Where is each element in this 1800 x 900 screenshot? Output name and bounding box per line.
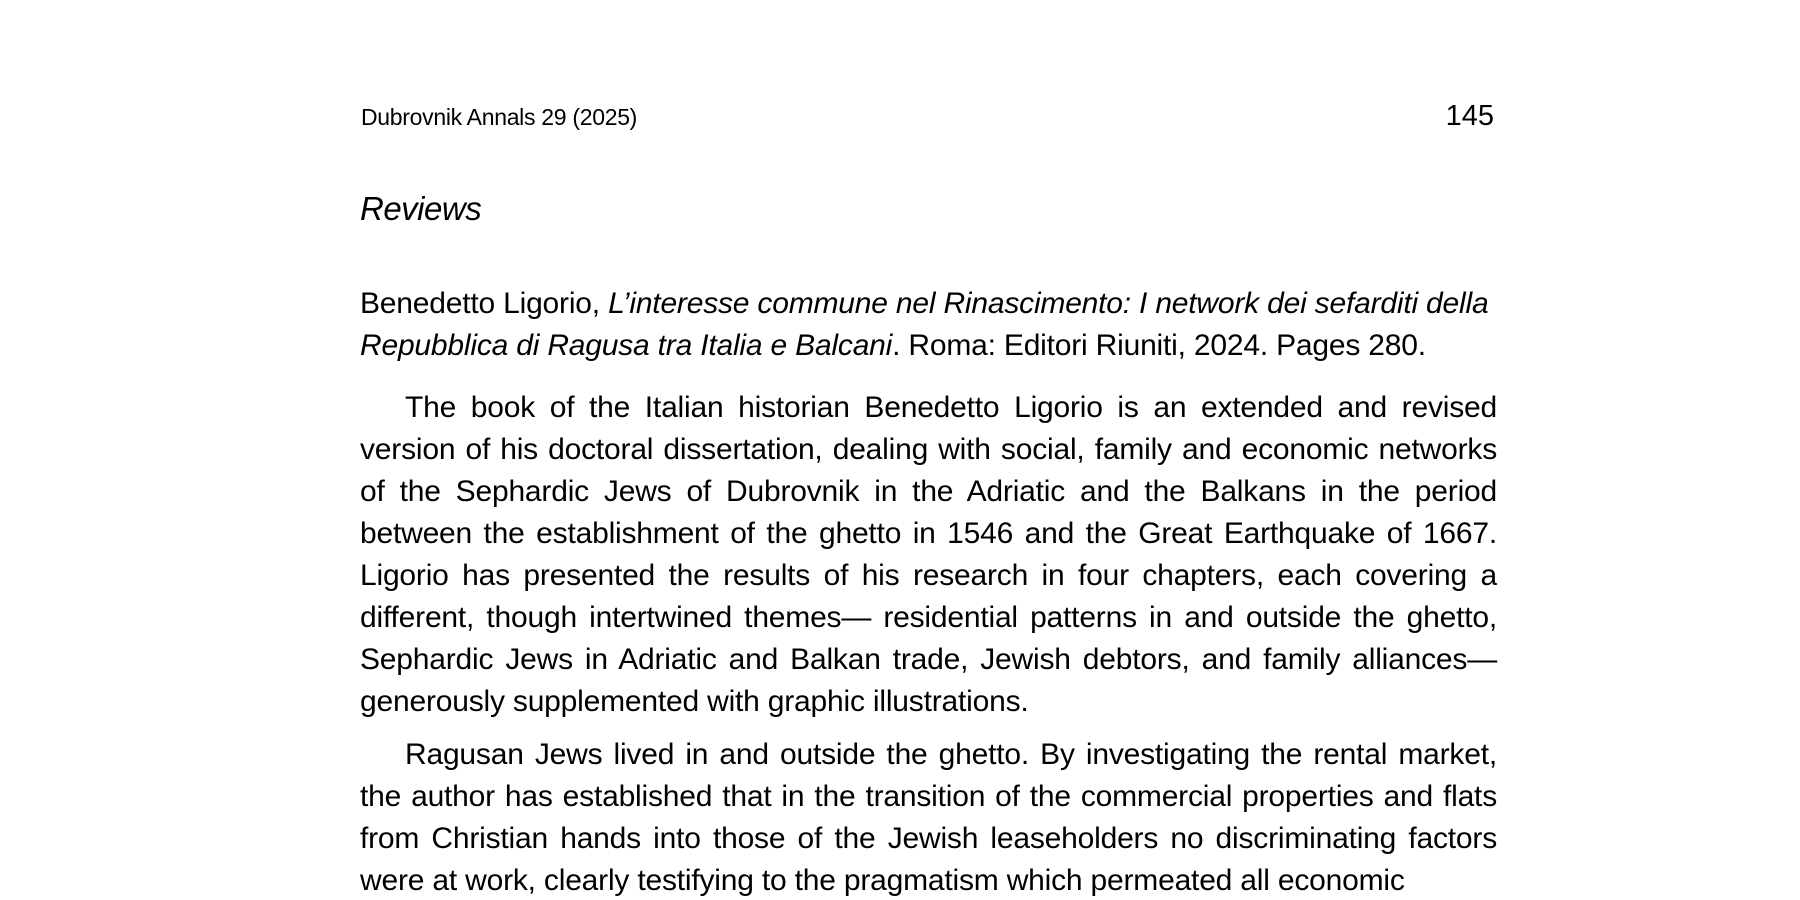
section-label: Reviews (360, 190, 482, 227)
citation-title-part-1: L’interesse commune nel Rinascimento: I network dei sefarditi della (608, 287, 1489, 320)
citation-line-1 (360, 283, 1497, 325)
running-head: Dubrovnik Annals 29 (2025) (361, 104, 638, 130)
review-citation (360, 283, 1497, 367)
citation-title-part-2: Repubblica di Ragusa tra Italia e Balcani (360, 329, 893, 362)
page-number: 145 (1445, 100, 1494, 132)
body-paragraph-1: The book of the Italian historian Benedetto Ligorio is an extended and revised version of his doctoral dissertation, dealing with social, family and economic networks of the Sephardic Jews of Dubrovnik in the Adriatic and the Balkans in the period between the establishment of the ghetto in 1546 and the Great Earthquake of 1667. Ligorio has presented the results of his research in four chapters, each covering a different, though intertwined themes— residential patterns in and outside the ghetto, Sephardic Jews in Adriatic and Balkan trade, Jewish debtors, and family alliances—generously supplemented with graphic illustrations. (360, 391, 1497, 718)
citation-publication: . Roma: Editori Riuniti, 2024. Pages 280. (892, 329, 1426, 362)
citation-line-2 (360, 325, 1497, 367)
body-paragraph-2: Ragusan Jews lived in and outside the ghetto. By investigating the rental market, the author has established that in the transition of the commercial properties and flats from Christian hands into those of the Jewish leaseholders no discriminating factors were at work, clearly testifying to the pragmatism which permeated all economic (360, 738, 1497, 897)
citation-author: Benedetto Ligorio, (360, 287, 609, 320)
